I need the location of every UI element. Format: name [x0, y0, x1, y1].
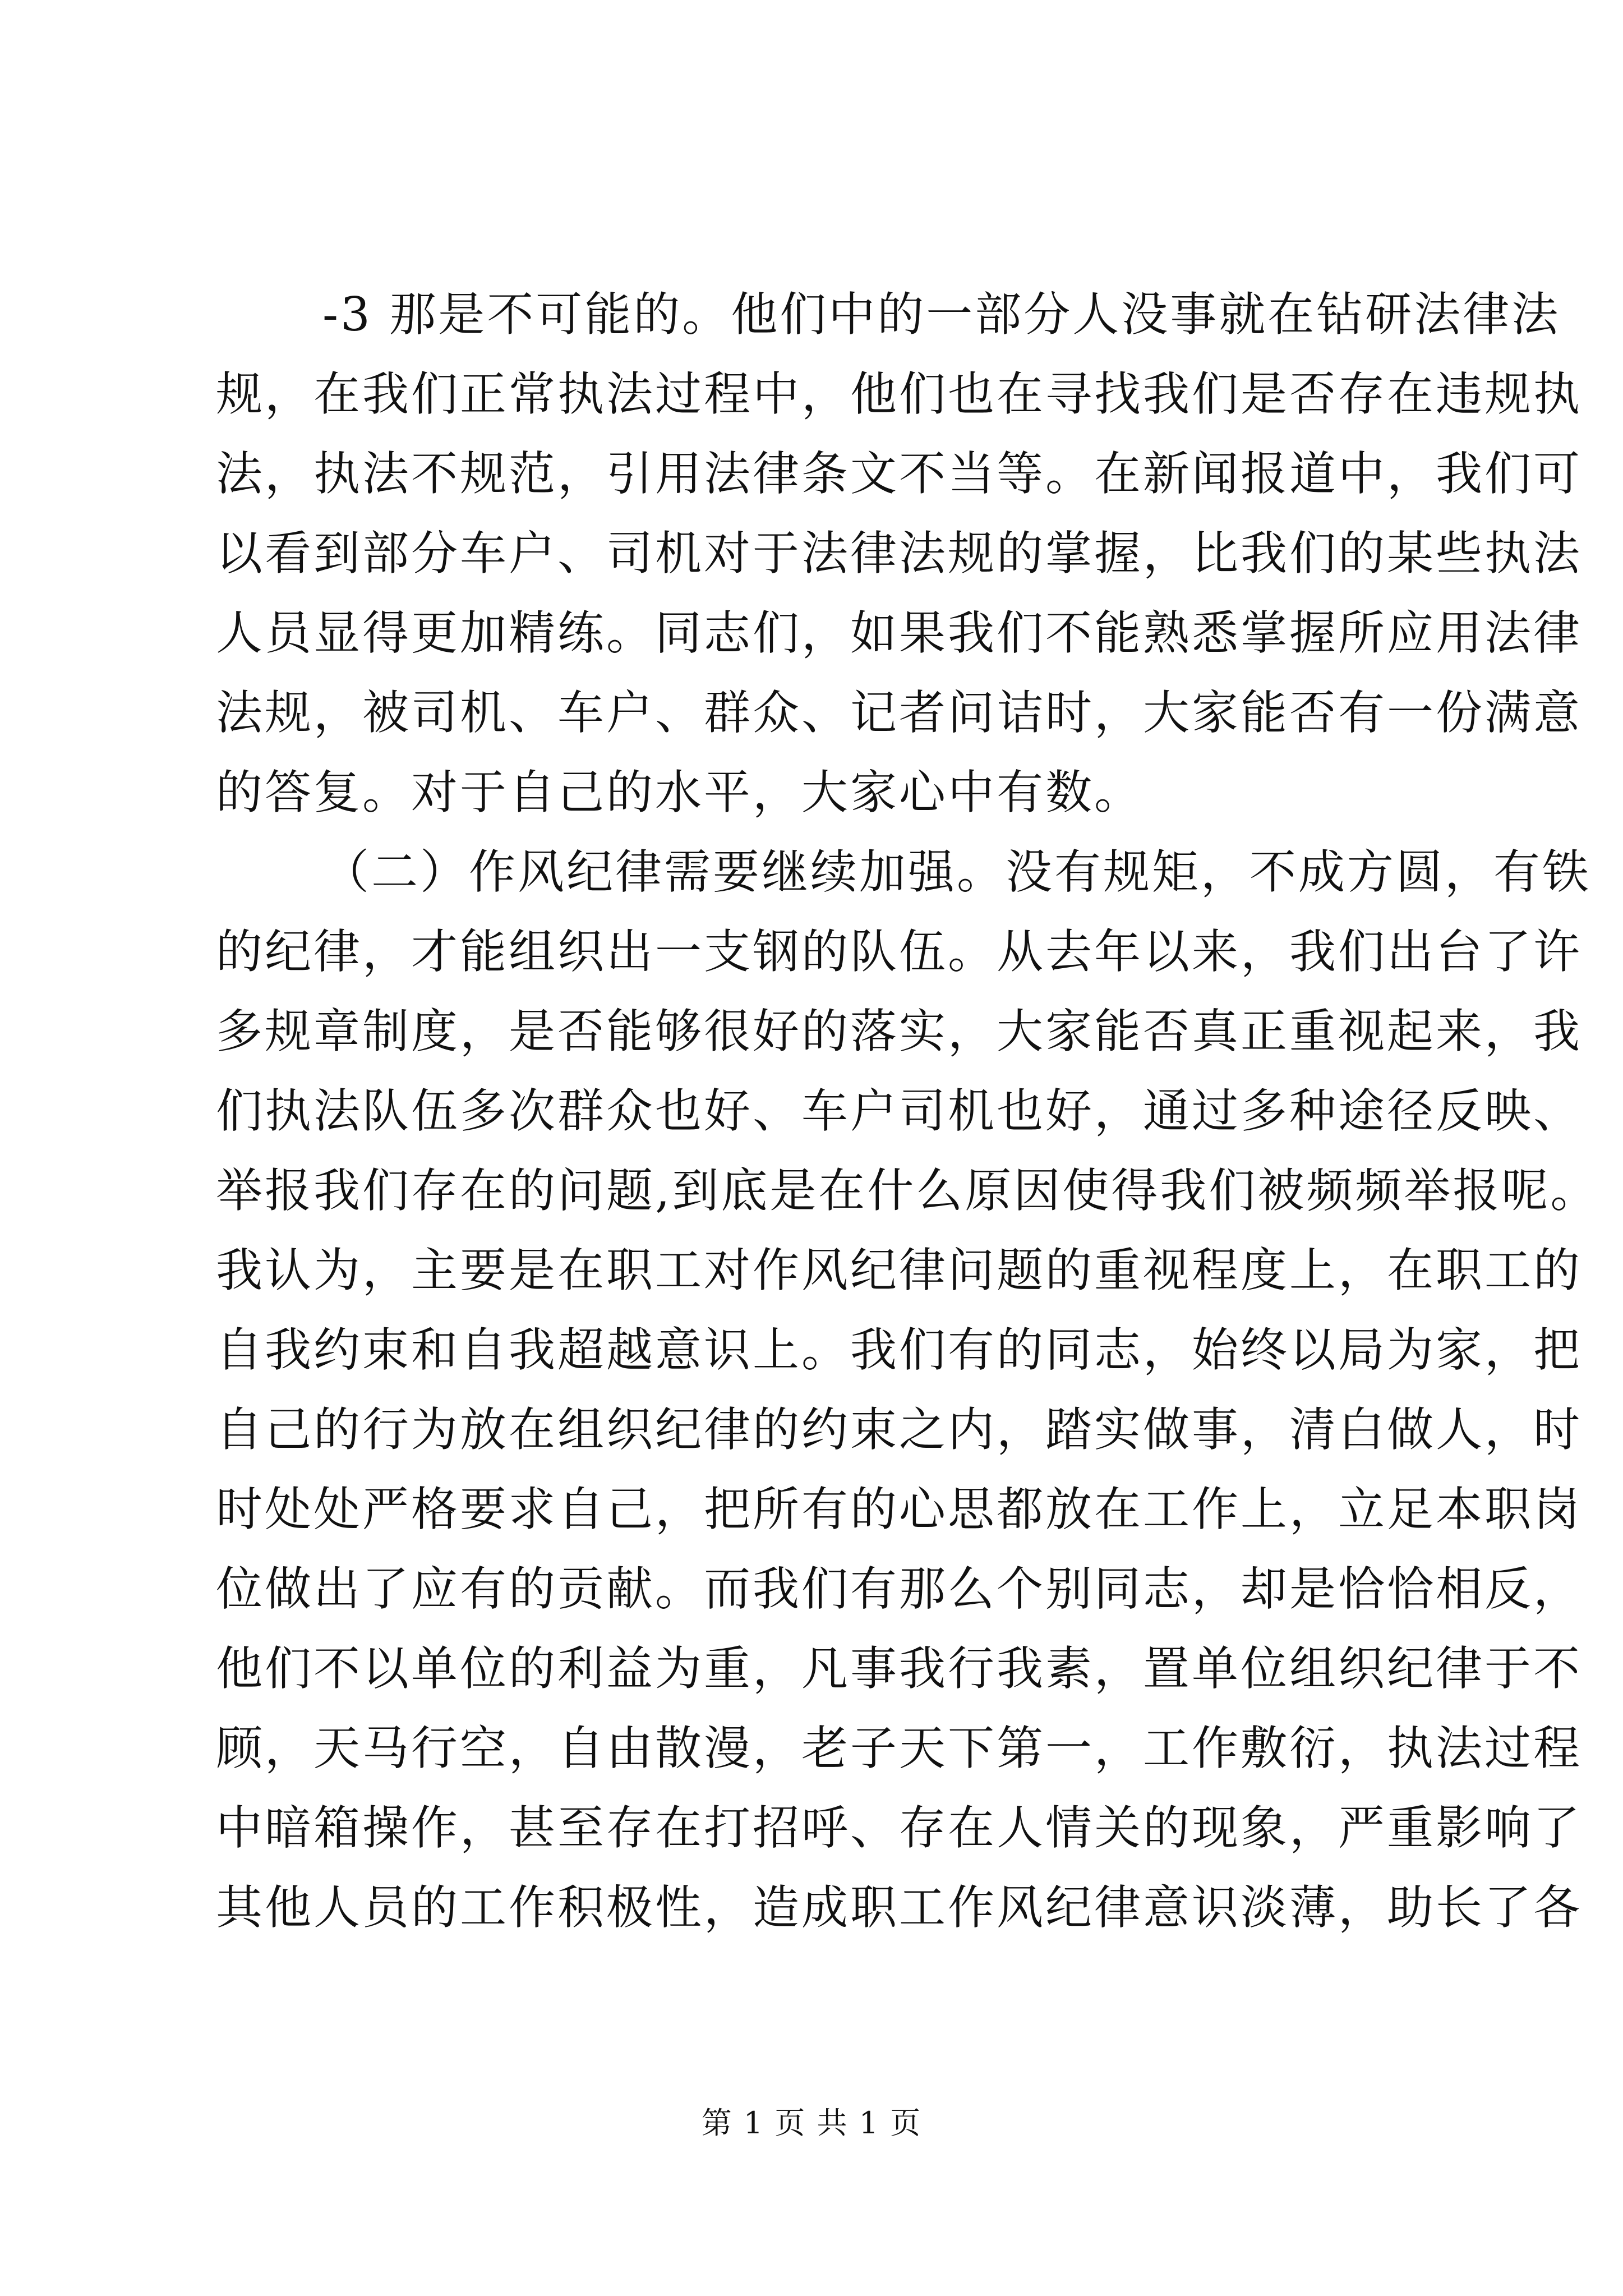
paragraph-line: 其他人员的工作积极性，造成职工作风纪律意识淡薄，助长了各 [216, 1880, 1582, 1935]
paragraph-line: 举报我们存在的问题,到底是在什么原因使得我们被频频举报呢。 [216, 1163, 1599, 1218]
paragraph-line: （二）作风纪律需要继续加强。没有规矩，不成方圆，有铁 [322, 845, 1591, 899]
body-text [216, 275, 1599, 1948]
paragraph-line: 位做出了应有的贡献。而我们有那么个别同志，却是恰恰相反， [216, 1562, 1582, 1616]
paragraph-line: 自我约束和自我超越意识上。我们有的同志，始终以局为家，把 [216, 1323, 1582, 1377]
paragraph-line: 规，在我们正常执法过程中，他们也在寻找我们是否存在违规执 [216, 367, 1582, 421]
paragraph-line: -3 那是不可能的。他们中的一部分人没事就在钻研法律法 [322, 287, 1561, 342]
paragraph-line: 多规章制度，是否能够很好的落实，大家能否真正重视起来，我 [216, 1004, 1582, 1059]
paragraph-line: 人员显得更加精练。同志们，如果我们不能熟悉掌握所应用法律 [216, 606, 1582, 660]
paragraph-line: 中暗箱操作，甚至存在打招呼、存在人情关的现象，严重影响了 [216, 1801, 1582, 1855]
paragraph-line: 他们不以单位的利益为重，凡事我行我素，置单位组织纪律于不 [216, 1641, 1582, 1696]
paragraph-line: 时处处严格要求自己，把所有的心思都放在工作上，立足本职岗 [216, 1482, 1582, 1536]
paragraph-line: 顾，天马行空，自由散漫，老子天下第一，工作敷衍，执法过程 [216, 1721, 1582, 1775]
paragraph-line: 法规，被司机、车户、群众、记者问诘时，大家能否有一份满意 [216, 685, 1582, 740]
paragraph-line: 以看到部分车户、司机对于法律法规的掌握，比我们的某些执法 [216, 526, 1582, 581]
paragraph-line: 自己的行为放在组织纪律的约束之内，踏实做事，清白做人，时 [216, 1402, 1582, 1457]
paragraph-line: 的答复。对于自己的水平，大家心中有数。 [216, 765, 1143, 820]
paragraph-line: 法，执法不规范，引用法律条文不当等。在新闻报道中，我们可 [216, 447, 1582, 501]
paragraph-line: 我认为，主要是在职工对作风纪律问题的重视程度上，在职工的 [216, 1243, 1582, 1297]
paragraph-line: 的纪律，才能组织出一支钢的队伍。从去年以来，我们出台了许 [216, 924, 1582, 979]
page-number-footer: 第 1 页 共 1 页 [701, 2105, 922, 2141]
paragraph-line: 们执法队伍多次群众也好、车户司机也好，通过多种途径反映、 [216, 1084, 1582, 1138]
